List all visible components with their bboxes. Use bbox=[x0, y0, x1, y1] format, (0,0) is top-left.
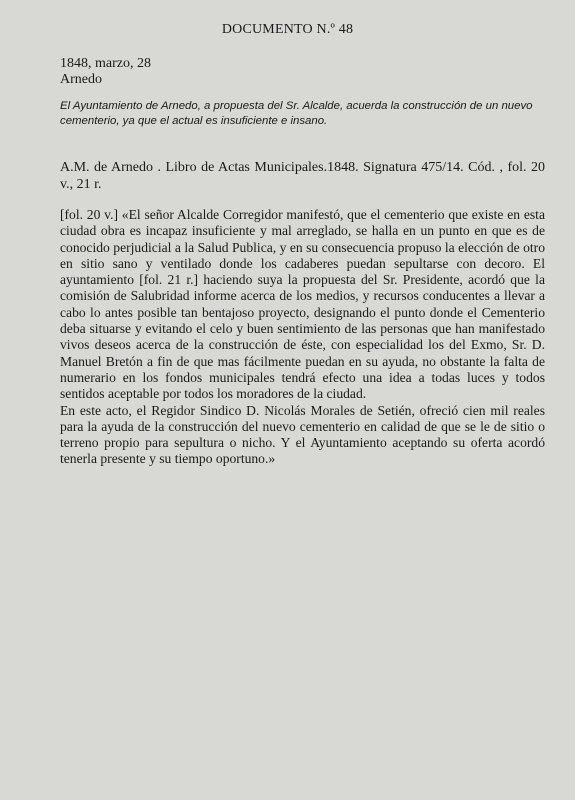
archival-source: A.M. de Arnedo . Libro de Actas Municipales.1848. Signatura 475/14. Cód. , fol. 20 v., 21 r. bbox=[60, 160, 545, 192]
document-place: Arnedo bbox=[60, 72, 102, 87]
document-summary: El Ayuntamiento de Arnedo, a propuesta del Sr. Alcalde, acuerda la construcción de un nuevo cementerio, ya que el actual es insuficiente e insano. bbox=[60, 100, 533, 127]
transcription-paragraph: [fol. 20 v.] «El señor Alcalde Corregidor manifestó, que el cementerio que existe en esta ciudad obra es incapaz insuficiente y mal arreglado, se halla en un punto en que es de conocido perjudicial a la Salud Publica, y en su consecuencia propuso la elección de otro en sitio sano y ventilado donde los cadaberes puedan sepultarse con decoro. El ayuntamiento [fol. 21 r.] haciendo suya la propuesta del Sr. Presidente, acordó que la comisión de Salubridad informe acerca de los medios, y recursos conducentes a llevar a cabo lo antes posible tan bentajoso proyecto, designando el punto donde el Cementerio deba situarse y evitando el celo y buen sentimiento de las personas que han manifestado vivos deseos acerca de la construcción de éste, con especialidad los del Exmo, Sr. D. Manuel Bretón a fin de que mas fácilmente puedan en su ayuda, no obstante la falta de numerario en los fondos municipales tendrá efecto una idea a todas luces y todos sentidos aceptable por todos los moradores de la ciudad. bbox=[60, 207, 545, 402]
document-title: DOCUMENTO N.º 48 bbox=[221, 22, 354, 37]
document-date: 1848, marzo, 28 bbox=[60, 56, 151, 71]
transcription-paragraph: En este acto, el Regidor Sindico D. Nicolás Morales de Setién, ofreció cien mil reales para la ayuda de la construcción del nuevo cementerio en calidad de que se le de sitio o terreno propio para sepultura o nicho. Y el Ayuntamiento aceptando su oferta acordó tenerla presente y su tiempo oportuno.» bbox=[60, 402, 545, 467]
transcription-body bbox=[60, 207, 545, 468]
